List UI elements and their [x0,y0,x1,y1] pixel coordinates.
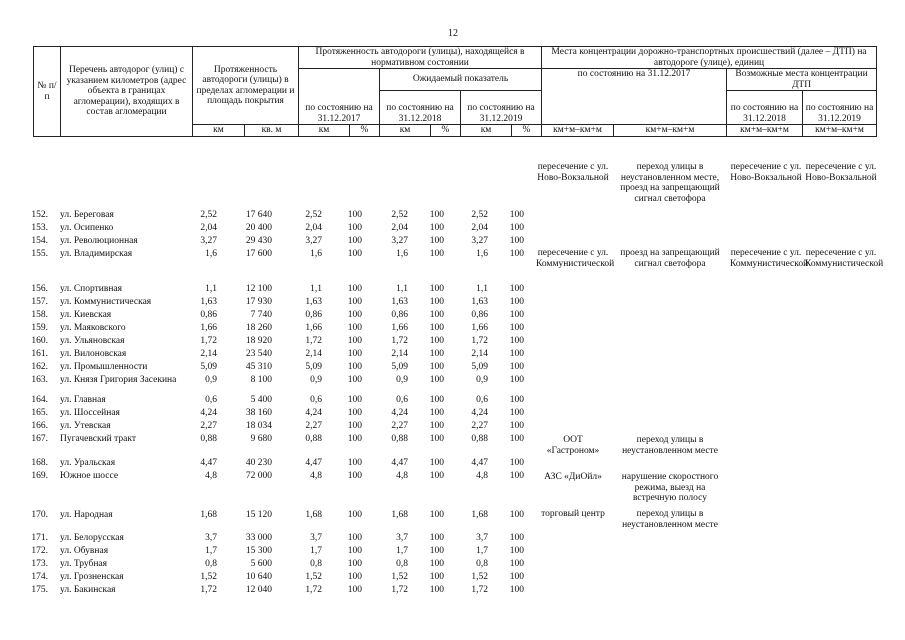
cell-k18: 2,14 [391,349,408,359]
unit-km: км [461,125,512,137]
cell-sqm: 45 310 [245,362,272,372]
cell-k17: 3,7 [310,533,322,543]
cell-k17: 0,6 [310,395,322,405]
cell-road: ул. Белорусская [60,533,124,543]
cell-sqm: 7 740 [250,310,272,320]
cell-p18: 100 [429,336,444,346]
dtp-description: проезд на запрещающий сигнал светофора [620,248,720,269]
cell-p19: 100 [509,297,524,307]
cell-p17: 100 [347,585,362,595]
cell-k17: 0,9 [310,375,322,385]
dtp-description: переход улицы в неустановленном месте [622,509,718,530]
cell-km: 4,24 [200,408,217,418]
cell-road: ул. Вилоновская [60,349,127,359]
cell-n: 167. [31,434,48,444]
cell-road: ул. Князя Григория Засекина [60,375,177,385]
header-dtp-possible: Возможные места концентрации ДТП [727,69,877,91]
cell-km: 0,6 [205,395,217,405]
cell-p18: 100 [429,434,444,444]
cell-km: 1,72 [200,585,217,595]
cell-k17: 4,47 [305,458,322,468]
cell-k18: 1,6 [396,249,408,259]
cell-k19: 1,63 [471,297,488,307]
cell-n: 165. [31,408,48,418]
cell-k17: 0,88 [305,434,322,444]
cell-p17: 100 [347,510,362,520]
cell-n: 175. [31,585,48,595]
dtp-address: пересечение с ул. Коммунистической [536,248,615,269]
cell-km: 1,72 [200,336,217,346]
cell-p18: 100 [429,210,444,220]
cell-k18: 1,68 [391,510,408,520]
cell-road: ул. Бакинская [60,585,116,595]
cell-k18: 4,24 [391,408,408,418]
cell-k18: 5,09 [391,362,408,372]
cell-p18: 100 [429,310,444,320]
cell-p18: 100 [429,471,444,481]
cell-sqm: 23 540 [245,349,272,359]
cell-k19: 1,1 [476,284,488,294]
cell-km: 1,66 [200,323,217,333]
cell-k17: 2,27 [305,421,322,431]
cell-p17: 100 [347,395,362,405]
cell-p19: 100 [509,362,524,372]
cell-n: 155. [31,249,48,259]
cell-p17: 100 [347,471,362,481]
cell-k18: 0,8 [396,559,408,569]
cell-k17: 1,66 [305,323,322,333]
cell-n: 160. [31,336,48,346]
cell-k17: 2,14 [305,349,322,359]
cell-p18: 100 [429,510,444,520]
cell-k17: 2,52 [305,210,322,220]
cell-n: 156. [31,284,48,294]
cell-p17: 100 [347,434,362,444]
cell-road: ул. Киевская [60,310,112,320]
dtp-possible-2018: пересечение с ул. Коммунистической [730,248,809,269]
dtp-address: торговый центр [541,509,605,519]
cell-k18: 1,63 [391,297,408,307]
cell-road: ул. Промышленности [60,362,148,372]
cell-n: 170. [31,510,48,520]
cell-k18: 2,52 [391,210,408,220]
header-normative: Протяженность автодороги (улицы), находящейся в нормативном состоянии [299,47,542,69]
cell-k19: 1,6 [476,249,488,259]
cell-p17: 100 [347,297,362,307]
cell-p19: 100 [509,210,524,220]
cell-km: 3,27 [200,236,217,246]
cell-n: 157. [31,297,48,307]
cell-road: ул. Трубная [60,559,108,569]
cell-k18: 4,8 [396,471,408,481]
cell-k18: 1,1 [396,284,408,294]
cell-n: 162. [31,362,48,372]
cell-p18: 100 [429,421,444,431]
cell-sqm: 18 034 [245,421,272,431]
dtp-address: АЗС «ДиОйл» [544,472,602,482]
cell-k17: 1,6 [310,249,322,259]
cell-k19: 2,14 [471,349,488,359]
cell-k19: 0,86 [471,310,488,320]
cell-n: 154. [31,236,48,246]
cell-km: 2,04 [200,223,217,233]
cell-p19: 100 [509,510,524,520]
cell-k17: 5,09 [305,362,322,372]
cell-k18: 0,9 [396,375,408,385]
cell-km: 0,86 [200,310,217,320]
cell-k17: 2,04 [305,223,322,233]
cell-p18: 100 [429,375,444,385]
cell-km: 5,09 [200,362,217,372]
cell-p17: 100 [347,249,362,259]
cell-p18: 100 [429,572,444,582]
cell-km: 2,52 [200,210,217,220]
cell-sqm: 72 000 [245,471,272,481]
header-dtp-2017: по состоянию на 31.12.2017 [542,69,727,125]
dtp-description: нарушение скоростного режима, выезд на встречную полосу [621,472,719,503]
cell-k19: 4,8 [476,471,488,481]
cell-p17: 100 [347,533,362,543]
header-state-2019: по состоянию на 31.12.2019 [461,91,542,125]
cell-road: ул. Революционная [60,236,138,246]
cell-road: ул. Утевская [60,421,111,431]
cell-km: 2,27 [200,421,217,431]
header-state-2018: по состоянию на 31.12.2018 [380,91,461,125]
cell-sqm: 17 930 [245,297,272,307]
cell-p19: 100 [509,559,524,569]
cell-sqm: 5 600 [250,559,272,569]
cell-n: 163. [31,375,48,385]
cell-p18: 100 [429,349,444,359]
cell-k17: 1,72 [305,336,322,346]
cell-p18: 100 [429,559,444,569]
cell-km: 3,7 [205,533,217,543]
cell-p17: 100 [347,421,362,431]
cell-p19: 100 [509,533,524,543]
cell-k19: 3,27 [471,236,488,246]
cell-p18: 100 [429,408,444,418]
cell-p17: 100 [347,408,362,418]
unit-km: км [299,125,350,137]
cell-k19: 1,72 [471,336,488,346]
cell-p19: 100 [509,395,524,405]
cell-p19: 100 [509,349,524,359]
cell-k17: 4,8 [310,471,322,481]
dtp-description: переход улицы в неустановленном месте, проезд на запрещающий сигнал светофора [620,162,720,204]
cell-road: ул. Народная [60,510,113,520]
cell-k17: 4,24 [305,408,322,418]
cell-n: 168. [31,458,48,468]
cell-k17: 0,86 [305,310,322,320]
cell-sqm: 20 400 [245,223,272,233]
cell-p19: 100 [509,310,524,320]
cell-p17: 100 [347,223,362,233]
cell-sqm: 8 100 [250,375,272,385]
cell-road: ул. Ульяновская [60,336,125,346]
cell-p19: 100 [509,336,524,346]
cell-n: 164. [31,395,48,405]
cell-p17: 100 [347,572,362,582]
cell-road: ул. Шоссейная [60,408,120,418]
cell-k18: 0,88 [391,434,408,444]
cell-n: 173. [31,559,48,569]
cell-km: 1,52 [200,572,217,582]
cell-k17: 1,72 [305,585,322,595]
cell-k19: 1,66 [471,323,488,333]
cell-p19: 100 [509,223,524,233]
cell-road: ул. Владимирская [60,249,133,259]
cell-k17: 1,63 [305,297,322,307]
cell-p19: 100 [509,434,524,444]
cell-p17: 100 [347,310,362,320]
cell-k17: 1,68 [305,510,322,520]
cell-p17: 100 [347,362,362,372]
cell-k18: 2,27 [391,421,408,431]
cell-k19: 4,24 [471,408,488,418]
cell-n: 158. [31,310,48,320]
cell-p19: 100 [509,236,524,246]
cell-p18: 100 [429,395,444,405]
cell-p17: 100 [347,349,362,359]
cell-p19: 100 [509,585,524,595]
cell-sqm: 29 430 [245,236,272,246]
cell-p17: 100 [347,336,362,346]
cell-k19: 2,27 [471,421,488,431]
cell-k19: 0,8 [476,559,488,569]
cell-km: 0,8 [205,559,217,569]
cell-p19: 100 [509,284,524,294]
cell-k19: 0,88 [471,434,488,444]
cell-n: 169. [31,471,48,481]
cell-km: 4,8 [205,471,217,481]
cell-p18: 100 [429,585,444,595]
dtp-possible-2018: пересечение с ул. Ново-Вокзальной [730,162,802,183]
cell-n: 171. [31,533,48,543]
page-number: 12 [448,28,458,39]
unit-kmm: км+м–км+м [803,125,877,137]
cell-n: 166. [31,421,48,431]
unit-pct: % [512,125,542,137]
cell-k19: 2,04 [471,223,488,233]
cell-k19: 4,47 [471,458,488,468]
cell-n: 161. [31,349,48,359]
cell-road: ул. Главная [60,395,106,405]
cell-k17: 3,27 [305,236,322,246]
cell-p18: 100 [429,249,444,259]
cell-road: ул. Уральская [60,458,116,468]
cell-road: ул. Береговая [60,210,114,220]
cell-road: Южное шоссе [60,471,119,481]
cell-k19: 0,6 [476,395,488,405]
cell-p18: 100 [429,546,444,556]
cell-p19: 100 [509,471,524,481]
cell-k19: 1,68 [471,510,488,520]
cell-p19: 100 [509,323,524,333]
cell-k18: 4,47 [391,458,408,468]
cell-p18: 100 [429,236,444,246]
cell-p18: 100 [429,362,444,372]
dtp-address: пересечение с ул. Ново-Вокзальной [537,162,609,183]
header-length: Протяженность автодороги (улицы) в пределах агломерации и площадь покрытия [193,47,299,125]
cell-p18: 100 [429,533,444,543]
cell-k18: 1,66 [391,323,408,333]
cell-road: ул. Обувная [60,546,109,556]
unit-pct: % [350,125,380,137]
cell-k19: 1,7 [476,546,488,556]
cell-sqm: 33 000 [245,533,272,543]
unit-pct: % [431,125,461,137]
cell-p18: 100 [429,323,444,333]
cell-k19: 1,52 [471,572,488,582]
cell-p18: 100 [429,284,444,294]
cell-k18: 1,72 [391,336,408,346]
header-possible-2019: по состоянию на 31.12.2019 [803,91,877,125]
cell-k18: 3,7 [396,533,408,543]
cell-km: 1,6 [205,249,217,259]
cell-k17: 1,52 [305,572,322,582]
unit-kmm: км+м–км+м [542,125,614,137]
dtp-description: переход улицы в неустановленном месте [622,435,718,456]
cell-km: 1,7 [205,546,217,556]
cell-sqm: 38 160 [245,408,272,418]
cell-road: ул. Грозненская [60,572,124,582]
cell-p18: 100 [429,223,444,233]
header-no: № п/п [34,47,61,137]
cell-k18: 1,72 [391,585,408,595]
cell-p19: 100 [509,546,524,556]
cell-sqm: 17 640 [245,210,272,220]
cell-p19: 100 [509,408,524,418]
cell-p19: 100 [509,421,524,431]
cell-p19: 100 [509,375,524,385]
cell-p17: 100 [347,559,362,569]
cell-km: 2,14 [200,349,217,359]
cell-k18: 3,27 [391,236,408,246]
cell-sqm: 10 640 [245,572,272,582]
cell-k19: 0,9 [476,375,488,385]
cell-k19: 5,09 [471,362,488,372]
cell-k17: 1,7 [310,546,322,556]
cell-n: 159. [31,323,48,333]
cell-p17: 100 [347,546,362,556]
cell-road: ул. Спортивная [60,284,123,294]
cell-n: 153. [31,223,48,233]
cell-p17: 100 [347,375,362,385]
cell-p17: 100 [347,236,362,246]
cell-road: ул. Осипенко [60,223,114,233]
cell-sqm: 17 600 [245,249,272,259]
cell-km: 1,1 [205,284,217,294]
cell-road: Пугачевский тракт [60,434,137,444]
cell-p18: 100 [429,458,444,468]
cell-k18: 0,86 [391,310,408,320]
cell-p17: 100 [347,210,362,220]
cell-k18: 1,52 [391,572,408,582]
unit-sqm: кв. м [245,125,299,137]
cell-road: ул. Коммунистическая [60,297,152,307]
unit-km: км [380,125,431,137]
cell-k19: 3,7 [476,533,488,543]
unit-km: км [193,125,245,137]
cell-km: 0,88 [200,434,217,444]
cell-p19: 100 [509,572,524,582]
cell-n: 174. [31,572,48,582]
header-expected: Ожидаемый показатель [380,69,542,91]
header-dtp: Места концентрации дорожно-транспортных происшествий (далее – ДТП) на автодороге (улице), единиц [542,47,877,69]
cell-sqm: 15 300 [245,546,272,556]
dtp-possible-2019: пересечение с ул. Ново-Вокзальной [805,162,877,183]
cell-k17: 0,8 [310,559,322,569]
unit-kmm: км+м–км+м [727,125,803,137]
cell-p17: 100 [347,458,362,468]
header-possible-2018: по состоянию на 31.12.2018 [727,91,803,125]
header-state-2017: по состоянию на 31.12.2017 [299,69,380,125]
dtp-possible-2019: пересечение с ул. Коммунистической [805,248,884,269]
cell-p19: 100 [509,249,524,259]
cell-k18: 1,7 [396,546,408,556]
cell-p17: 100 [347,323,362,333]
cell-k19: 2,52 [471,210,488,220]
cell-p19: 100 [509,458,524,468]
unit-kmm: км+м–км+м [614,125,727,137]
cell-sqm: 18 260 [245,323,272,333]
cell-sqm: 40 230 [245,458,272,468]
cell-k19: 1,72 [471,585,488,595]
cell-n: 152. [31,210,48,220]
cell-km: 4,47 [200,458,217,468]
cell-km: 0,9 [205,375,217,385]
dtp-address: ООТ «Гастроном» [546,435,600,456]
cell-k18: 2,04 [391,223,408,233]
cell-sqm: 5 400 [250,395,272,405]
cell-km: 1,63 [200,297,217,307]
cell-n: 172. [31,546,48,556]
cell-road: ул. Маяковского [60,323,126,333]
cell-p17: 100 [347,284,362,294]
cell-sqm: 15 120 [245,510,272,520]
header-roads: Перечень автодорог (улиц) с указанием километров (адрес объекта в границах агломерации), входящих в состав агломерации [61,47,193,137]
cell-sqm: 12 040 [245,585,272,595]
cell-k17: 1,1 [310,284,322,294]
cell-p18: 100 [429,297,444,307]
cell-sqm: 12 100 [245,284,272,294]
cell-sqm: 18 920 [245,336,272,346]
cell-km: 1,68 [200,510,217,520]
cell-k18: 0,6 [396,395,408,405]
cell-sqm: 9 680 [250,434,272,444]
